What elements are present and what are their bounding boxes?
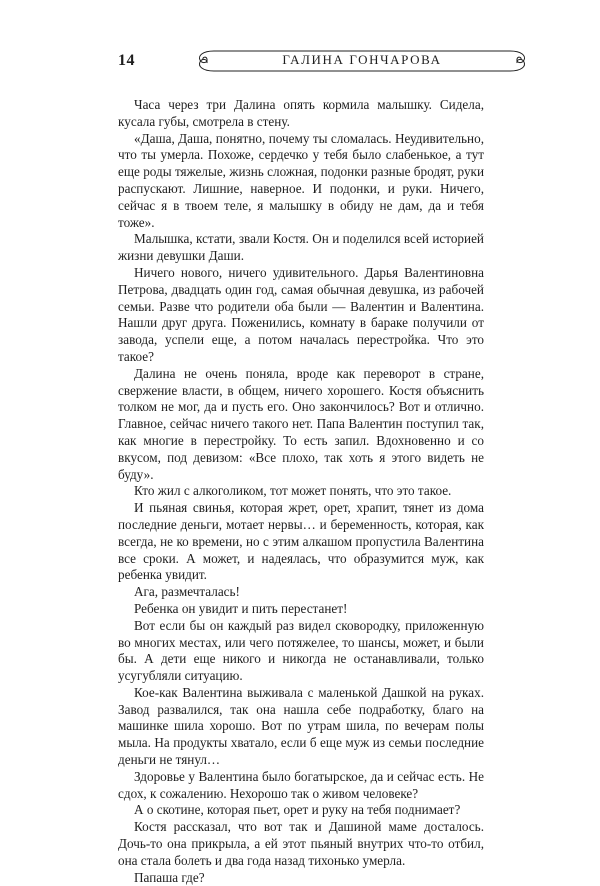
paragraph: Костя рассказал, что вот так и Дашиной маме досталось. Дочь-то она прикрыла, а ей этот пьяный внутрих что-то отбил, она стала болеть и два года назад тихонько умерла.: [118, 819, 484, 868]
paragraph: Малышка, кстати, звали Костя. Он и поделился всей историей жизни девушки Даши.: [118, 231, 484, 264]
paragraph: И пьяная свинья, которая жрет, орет, храпит, тянет из дома последние деньги, мотает нервы… и беременность, которая, как всегда, не ко времени, но с этим алкашом пропустила Валентина все сроки. А может, и надеялась, что образумится муж, как ребенка увидит.: [118, 500, 484, 583]
paragraph: А о скотине, которая пьет, орет и руку на тебя поднимает?: [134, 802, 461, 818]
paragraph: Ага, размечталась!: [134, 584, 240, 600]
paragraph: Ребенка он увидит и пить перестанет!: [134, 600, 348, 616]
paragraph: Ничего нового, ничего удивительного. Дарья Валентиновна Петрова, двадцать один год, самая обычная девушка, из рабочей семьи. Разве что родители оба были — Валентин и Валентина. Нашли друг друга. Поженились, комнату в бараке получили от завода, успели еще, а потом началась перестройка. Что это такое?: [118, 264, 484, 364]
paragraph: Вот если бы он каждый раз видел сковородку, приложенную во многих местах, или чего потяжелее, то шансы, может, и были бы. А дети еще никого и никогда не останавливали, только усугубляли ситуацию.: [118, 617, 484, 684]
paragraph: Далина не очень поняла, вроде как переворот в стране, свержение власти, в общем, ничего хорошего. Костя объяснить толком не мог, да и пусть его. Оно закончилось? Вот и отлично. Главное, сейчас ничего такого нет. Папа Валентин поступил так, как многие в перестройку. То есть запил. Вдохновенно и со вкусом, под девизом: «Все плохо, так хоть я этого видеть не буду».: [118, 365, 484, 482]
running-head-author: ГАЛИНА ГОНЧАРОВА: [282, 52, 442, 67]
paragraph: «Даша, Даша, понятно, почему ты сломалась. Неудивительно, что ты умерла. Похоже, сердечко у тебя было слабенькое, а тут еще роды тяжелые, жизнь сложная, подонки разные бродят, руки распускают. Лишние, наверное. И подонки, и руки. Ничего, сейчас я в твоем теле, я малышку в обиду не дам, да и тебя тоже».: [118, 130, 484, 230]
page-number: 14: [118, 52, 135, 69]
paragraph: Часа через три Далина опять кормила малышку. Сидела, кусала губы, смотрела в стену.: [118, 97, 484, 129]
body-text: [118, 97, 484, 886]
paragraph: Кое-как Валентина выживала с маленькой Дашкой на руках. Завод развалился, так она нашла себе подработку, благо на машинке шила хорошо. Вот по утрам шила, по вечерам полы мыла. На продукты хватало, если б еще муж из семьи последние деньги не тянул…: [118, 684, 484, 768]
running-head-ornament: [196, 48, 528, 74]
paragraph: Кто жил с алкоголиком, тот может понять, что это такое.: [134, 483, 452, 499]
paragraph: Здоровье у Валентина было богатырское, да и сейчас есть. Не сдох, к сожалению. Нехорошо так о живом человеке?: [118, 768, 484, 801]
paragraph: Папаша где?: [134, 869, 205, 885]
